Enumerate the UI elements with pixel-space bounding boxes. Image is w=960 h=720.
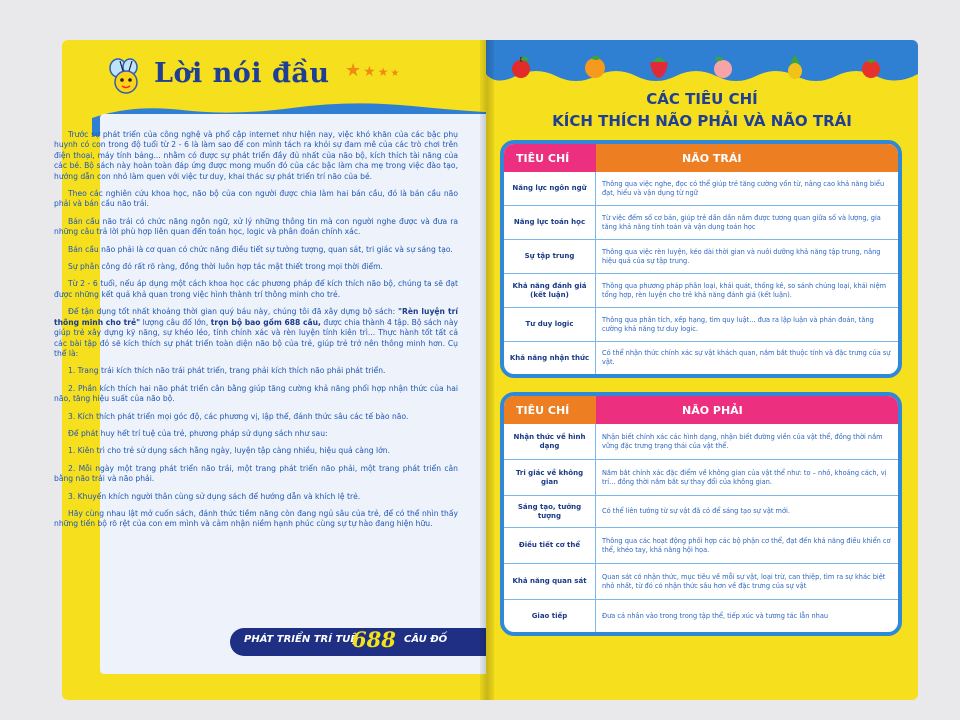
- point: 3. Kích thích phát triển mọi góc độ, các phương vị, lập thể, đánh thức sâu các tế bào não.: [68, 411, 409, 421]
- table-row: Điều tiết cơ thể Thông qua các hoạt động phối hợp các bộ phận cơ thể, đạt đến khả năng điều khiển cơ thể, khéo tay, khả năng hội họa.: [504, 528, 898, 564]
- table-row: Năng lực toán học Từ việc đếm số cơ bản, giúp trẻ dần dần nắm được tương quan giữa số và lượng, gia tăng khả năng tính toán và vận dụng toán học: [504, 206, 898, 240]
- table-row: Nhận thức về hình dạng Nhận biết chính xác các hình dạng, nhận biết đường viền của vật thể, đồng thời nắm vững đặc trưng trạng thái của vật thể.: [504, 424, 898, 460]
- paragraph: Bán cầu não phải là cơ quan có chức năng điều tiết sự tưởng tượng, quan sát, tri giác và sự sáng tạo.: [68, 244, 453, 254]
- table-row: Tư duy logic Thông qua phân tích, xếp hạng, tìm quy luật... đưa ra lập luận và phán đoán, tăng cường khả năng tư duy logic.: [504, 308, 898, 342]
- header-criteria: TIÊU CHÍ: [504, 144, 596, 172]
- point: 1. Trang trái kích thích não trái phát triển, trang phải kích thích não phải phát triển.: [68, 366, 386, 376]
- paragraph: Sự phân công đó rất rõ ràng, đồng thời luôn hợp tác mật thiết trong mọi thời điểm.: [68, 262, 383, 272]
- criteria-title: CÁC TIÊU CHÍ: [646, 90, 758, 108]
- footer-prefix: PHÁT TRIỂN TRÍ TUỆ: [244, 634, 358, 645]
- apple-icon: [508, 54, 534, 80]
- criteria-subtitle: KÍCH THÍCH NÃO PHẢI VÀ NÃO TRÁI: [552, 112, 852, 130]
- intro-text: [54, 130, 458, 537]
- method-intro: Để phát huy hết trí tuệ của trẻ, phương pháp sử dụng sách như sau:: [68, 428, 328, 438]
- point: 2. Phần kích thích hai não phát triển cân bằng giúp tăng cường khả năng phối hợp nhận thức của hai não, tăng hiệu suất của não bộ.: [54, 383, 458, 404]
- table-row: Khả năng quan sát Quan sát có nhận thức, mục tiêu về mỗi sự vật, loại trừ, can thiệp, tìm ra sự khác biệt nhỏ nhất, từ đó có nhận thức sâu hơn về đặc trưng của sự vật: [504, 564, 898, 600]
- method: 2. Mỗi ngày một trang phát triển não trái, một trang phát triển não phải, một trang phát triển cân bằng não trái và não phải.: [54, 463, 458, 484]
- book-count: trọn bộ bao gồm 688 câu,: [210, 317, 321, 327]
- table-row: Sự tập trung Thông qua việc rèn luyện, kéo dài thời gian và nuôi dưỡng khả năng tập trung, nâng hiệu quả của sự tập trung.: [504, 240, 898, 274]
- right-page: [486, 40, 918, 700]
- pineapple-icon: [782, 54, 808, 80]
- orange-icon: [582, 54, 608, 80]
- header-criteria: TIÊU CHÍ: [504, 396, 596, 424]
- page-title: Lời nói đầu: [154, 58, 330, 89]
- book-spine: [480, 40, 494, 700]
- blue-wave-decoration: [486, 40, 918, 122]
- paragraph-book: Để tận dụng tốt nhất khoảng thời gian quý báu này, chúng tôi đã xây dựng bộ sách: "Rèn luyện trí thông minh cho trẻ" lượng câu đố lớn, trọn bộ bao gồm 688 câu, được chia thành 4 tập. Bộ sách này giúp trẻ xây dựng kỹ năng, sự khéo léo, tính chính xác và rèn luyện tính kiên trì... Thực hành tốt tất cả các bài tập đó sẽ kích thích sự phát triển toàn diện não bộ của trẻ, giúp trẻ trở nên thông minh hơn. Cụ thể là:: [54, 307, 458, 358]
- book-name: "Rèn luyện trí thông minh cho trẻ": [54, 307, 458, 327]
- footer-number: 688: [352, 627, 396, 652]
- table-row: Khả năng nhận thức Có thể nhận thức chính xác sự vật khách quan, nắm bắt thuộc tính và đặc trưng của sự vật.: [504, 342, 898, 374]
- left-brain-table: [500, 140, 902, 378]
- method: 1. Kiên trì cho trẻ sử dụng sách hằng ngày, luyện tập càng nhiều, hiệu quả càng lớn.: [68, 446, 390, 456]
- table-header: [504, 144, 898, 172]
- strawberry-icon: [646, 54, 672, 80]
- bee-icon: [104, 56, 146, 96]
- peach-icon: [710, 54, 736, 80]
- method: 3. Khuyến khích người thân cùng sử dụng sách để hướng dẫn và khích lệ trẻ.: [68, 491, 361, 501]
- closing: Hãy cùng nhau lật mở cuốn sách, đánh thức tiềm năng còn đang ngủ sâu của trẻ, để có thể nhìn thấy những tiến bộ rõ rệt của con em mình và cảm nhận niềm hạnh phúc cùng sự tự hào đang hiện hữu.: [54, 508, 458, 529]
- star-icon: ★★★★: [345, 60, 402, 81]
- paragraph: Bán cầu não trái có chức năng ngôn ngữ, xử lý những thông tin mà con người nghe được và đưa ra những câu trả lời phù hợp liên quan đến toán học, logic và phân đoán chính xác.: [54, 216, 458, 237]
- tomato-icon: [858, 54, 884, 80]
- paragraph: Trước sự phát triển của công nghệ và phổ cập internet như hiện nay, việc khó khăn của các bậc phụ huynh có con trong độ tuổi từ 2 - 6 là làm sao để con mình tách ra khỏi sự đam mê của các trò chơi trên điện thoại, máy tính bảng... nhằm có được sự phát triển đầy đủ nhất của não bộ, kích thích tài năng của các bé. Bộ sách này hoàn toàn đáp ứng được mong muốn đó của các bậc làm cha mẹ trong việc đào tạo, hướng dẫn con nhỏ làm quen với việc tư duy, khai thác sự phát triển trí não của bé.: [54, 130, 458, 181]
- table-header: [504, 396, 898, 424]
- paragraph: Từ 2 - 6 tuổi, nếu áp dụng một cách khoa học các phương pháp để kích thích não bộ, chúng ta sẽ đạt được những kết quả khả quan trong việc hình thành trí thông minh cho trẻ.: [54, 279, 458, 299]
- header-right-brain: NÃO PHẢI: [596, 396, 898, 424]
- footer-suffix: CÂU ĐỐ: [404, 634, 448, 645]
- table-row: Khả năng đánh giá (kết luận) Thông qua phương pháp phân loại, khái quát, thống kê, so sánh chúng loại, khái niệm tổng hợp, rèn luyện cho trẻ khả năng đánh giá (kết luận).: [504, 274, 898, 308]
- table-row: Giao tiếp Đưa cá nhân vào trong trong tập thể, tiếp xúc và tương tác lẫn nhau: [504, 600, 898, 632]
- table-row: Tri giác về không gian Nắm bắt chính xác đặc điểm về không gian của vật thể như: to – nhỏ, khoảng cách, vị trí... đồng thời nắm bắt sự thay đổi của không gian.: [504, 460, 898, 496]
- paragraph: Theo các nghiên cứu khoa học, não bộ của con người được chia làm hai bán cầu, đó là bán cầu não phải và bán cầu não trái.: [54, 189, 458, 209]
- right-brain-table: [500, 392, 902, 636]
- table-row: Năng lực ngôn ngữ Thông qua việc nghe, đọc có thể giúp trẻ tăng cường vốn từ, nâng cao khả năng biểu đạt, hiểu và vận dụng từ ngữ: [504, 172, 898, 206]
- table-row: Sáng tạo, tưởng tượng Có thể liên tưởng từ sự vật đã có để sáng tạo sự vật mới.: [504, 496, 898, 528]
- header-left-brain: NÃO TRÁI: [596, 144, 898, 172]
